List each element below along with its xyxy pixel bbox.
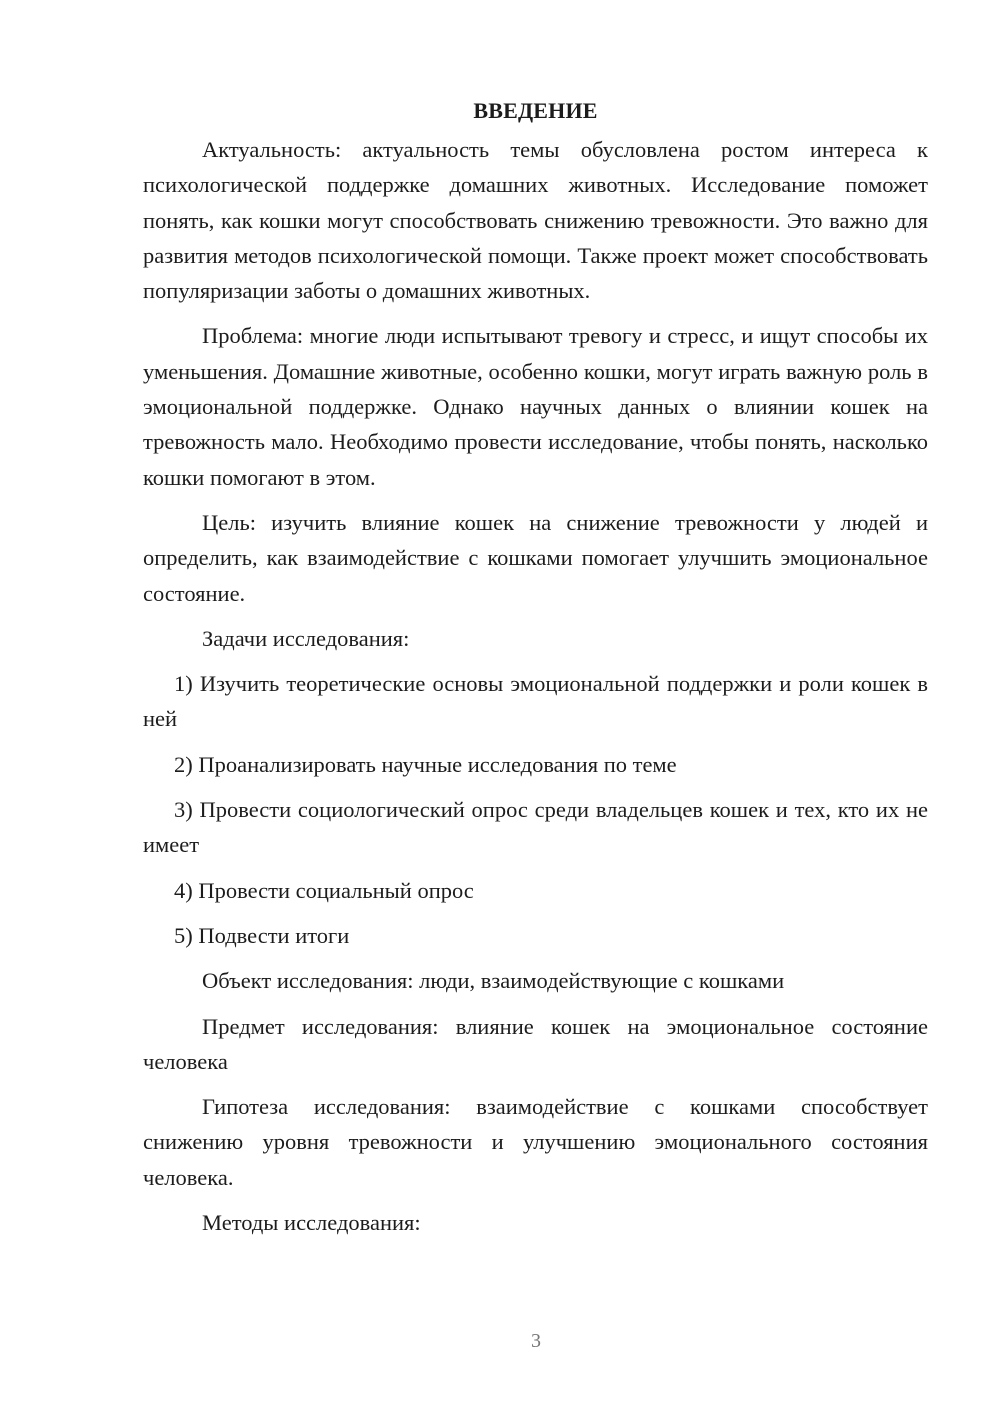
- list-item: 2) Проанализировать научные исследования по теме: [174, 751, 677, 777]
- list-item: 4) Провести социальный опрос: [174, 877, 474, 903]
- paragraph-goal: Цель: изучить влияние кошек на снижение тревожности у людей и определить, как взаимодействие с кошками помогает улучшить эмоциональное состояние.: [143, 509, 928, 606]
- paragraph-relevance: Актуальность: актуальность темы обусловлена ростом интереса к психологической поддержке домашних животных. Исследование поможет понять, как кошки могут способствовать снижению тревожности. Это важно для развития методов психологической помощи. Также проект может способствовать популяризации заботы о домашних животных.: [143, 137, 928, 304]
- list-item: 5) Подвести итоги: [174, 922, 350, 948]
- tasks-list: [143, 666, 928, 953]
- list-item: 1) Изучить теоретические основы эмоциональной поддержки и роли кошек в ней: [143, 671, 928, 732]
- paragraph-subject: Предмет исследования: влияние кошек на эмоциональное состояние человека: [143, 1013, 928, 1074]
- methods-title: Методы исследования:: [202, 1210, 421, 1236]
- list-item: 3) Провести социологический опрос среди владельцев кошек и тех, кто их не имеет: [143, 797, 928, 858]
- page-number: 3: [531, 1330, 541, 1352]
- document-page: [143, 92, 928, 1240]
- paragraph-object: Объект исследования: люди, взаимодействующие с кошками: [202, 968, 785, 994]
- paragraph-hypothesis: Гипотеза исследования: взаимодействие с кошками способствует снижению уровня тревожности и улучшению эмоционального состояния человека.: [143, 1094, 928, 1190]
- paragraph-problem: Проблема: многие люди испытывают тревогу и стресс, и ищут способы их уменьшения. Домашние животные, особенно кошки, могут играть важную роль в эмоциональной поддержке. Однако научных данных о влиянии кошек на тревожность мало. Необходимо провести исследование, чтобы понять, насколько кошки помогают в этом.: [143, 323, 928, 490]
- page-title: ВВЕДЕНИЕ: [473, 98, 598, 123]
- tasks-title: Задачи исследования:: [202, 625, 410, 651]
